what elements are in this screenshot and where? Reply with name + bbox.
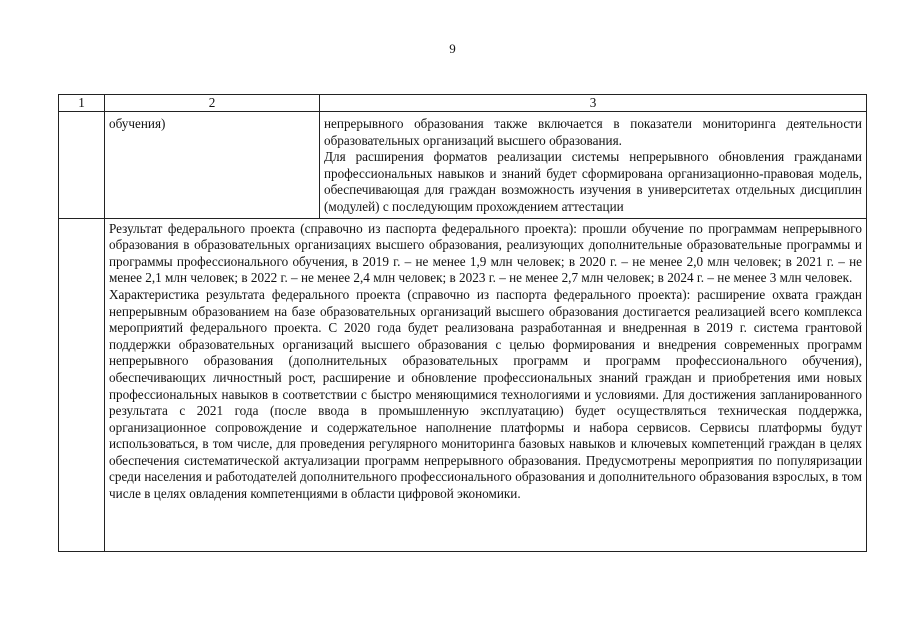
table-row — [59, 112, 867, 219]
row1-col1-cell — [59, 112, 105, 219]
row2-merged-cell — [105, 218, 867, 551]
characteristic-paragraph: Характеристика результата федерального проекта (справочно из паспорта федерального проекта): расширение охвата граждан непрерывным образованием на базе образовательных организаций высшего образования достигается реализацией всего комплекса мероприятий федерального проекта. С 2020 года будет реализована разработанная и внедренная в 2019 г. система грантовой поддержки образовательных организаций высшего образования с целью формирования и внедрения современных программ непрерывного образования (дополнительных образовательных программ и программ профессионального обучения), обеспечивающих личностный рост, расширение и обновление профессиональных знаний граждан и приобретения ими новых профессиональных навыков в соответствии с быстро меняющимися технологиями и условиями. Для достижения запланированного результата с 2021 года (после ввода в промышленную эксплуатацию) будет осуществляться техническая поддержка, организационное сопровождение и содержательное наполнение платформы и набора сервисов. Сервисы платформы будут использоваться, в том числе, для проведения регулярного мониторинга базовых навыков и ключевых компетенций граждан в целях обеспечения систематической актуализации программ непрерывного образования. Предусмотрены мероприятия по популяризации среди населения и работодателей дополнительного профессионального образования и дополнительного образования взрослых, в том числе в целях овладения компетенциями в области цифровой экономики. — [109, 286, 862, 502]
result-paragraph: Результат федерального проекта (справочно из паспорта федерального проекта): прошли обучение по программам непрерывного образования в образовательных организациях высшего образования, реализующих дополнительные образовательные программы и программы профессионального обучения, в 2019 г. – не менее 1,9 млн человек; в 2020 г. – не менее 2,0 млн человек; в 2021 г. – не менее 2,1 млн человек; в 2022 г. – не менее 2,4 млн человек; в 2023 г. – не менее 2,7 млн человек; в 2024 г. – не менее 3 млн человек. — [109, 220, 862, 286]
table-row — [59, 218, 867, 551]
page-number: 9 — [449, 41, 456, 56]
row1-paragraph-2: Для расширения форматов реализации системы непрерывного обновления гражданами профессиональных навыков и знаний будет сформирована организационно-правовая модель, обеспечивающая для граждан возможность изучения в университетах отдельных дисциплин (модулей) с последующим прохождением аттестации — [324, 149, 862, 214]
header-cell-3: 3 — [320, 95, 867, 112]
row1-col2-cell: обучения) — [105, 112, 320, 219]
row2-col1-cell — [59, 218, 105, 551]
table-header-row — [59, 95, 867, 112]
header-cell-2: 2 — [105, 95, 320, 112]
header-cell-1: 1 — [59, 95, 105, 112]
row1-paragraph-1: непрерывного образования также включается в показатели мониторинга деятельности образовательных организаций высшего образования. — [324, 116, 862, 148]
document-table — [58, 94, 867, 552]
row1-col3-cell — [320, 112, 867, 219]
